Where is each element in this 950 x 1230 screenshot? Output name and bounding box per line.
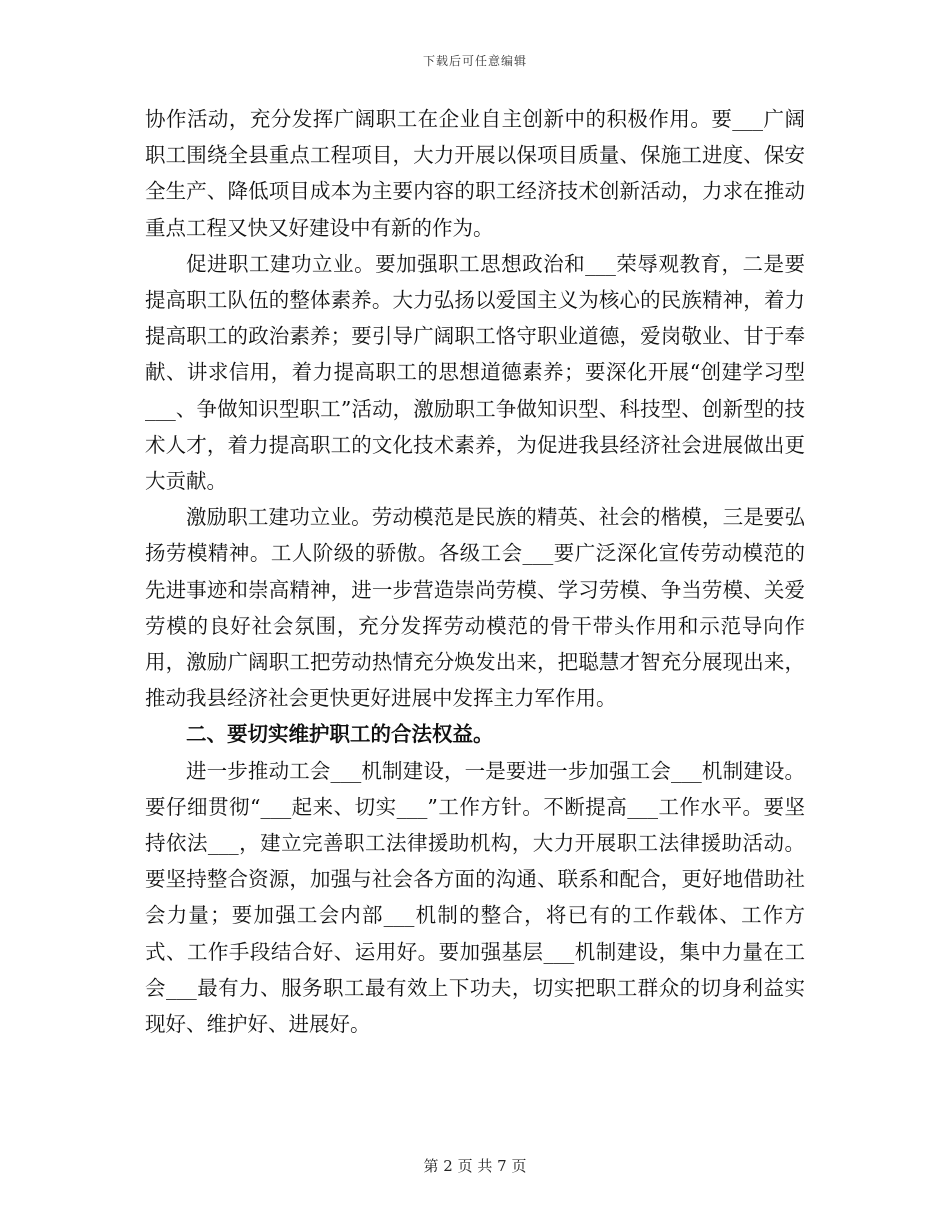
- document-body: [145, 101, 805, 1042]
- page-number-footer: 第 2 页 共 7 页: [423, 1157, 527, 1175]
- paragraph-model-worker-spirit: 激励职工建功立业。劳动模范是民族的精英、社会的楷模，三是要弘扬劳模精神。工人阶级的骄傲。各级工会___要广泛深化宣传劳动模范的先进事迹和崇高精神，进一步营造崇尚劳模、学习劳模、争当劳模、关爱劳模的良好社会氛围，充分发挥劳动模范的骨干带头作用和示范导向作用，激励广阔职工把劳动热情充分焕发出来，把聪慧才智充分展现出来，推动我县经济社会更快更好进展中发挥主力军作用。: [145, 505, 805, 711]
- paragraph-union-mechanism: 进一步推动工会___机制建设，一是要进一步加强工会___机制建设。要仔细贯彻“___起来、切实___”工作方针。不断提高___工作水平。要坚持依法___，建立完善职工法律援助机构，大力开展职工法律援助活动。要坚持整合资源，加强与社会各方面的沟通、联系和配合，更好地借助社会力量；要加强工会内部___机制的整合，将已有的工作载体、工作方式、工作手段结合好、运用好。要加强基层___机制建设，集中力量在工会___最有力、服务职工最有效上下功夫，切实把职工群众的切身利益实现好、维护好、进展好。: [145, 758, 805, 1037]
- paragraph-employee-achievement: 促进职工建功立业。要加强职工思想政治和___荣辱观教育，二是要提高职工队伍的整体素养。大力弘扬以爱国主义为核心的民族精神，着力提高职工的政治素养；要引导广阔职工恪守职业道德，爱岗敬业、甘于奉献、讲求信用，着力提高职工的思想道德素养；要深化开展“创建学习型___、争做知识型职工”活动，激励职工争做知识型、科技型、创新型的技术人才，着力提高职工的文化技术素养，为促进我县经济社会进展做出更大贡献。: [145, 251, 805, 494]
- page-header-note: 下载后可任意编辑: [422, 54, 527, 68]
- paragraph-continuation: 协作活动，充分发挥广阔职工在企业自主创新中的积极作用。要___广阔职工围绕全县重点工程项目，大力开展以保项目质量、保施工进度、保安全生产、降低项目成本为主要内容的职工经济技术创新活动，力求在推动重点工程又快又好建设中有新的作为。: [145, 107, 805, 240]
- section-heading-rights: 二、要切实维护职工的合法权益。: [186, 722, 494, 747]
